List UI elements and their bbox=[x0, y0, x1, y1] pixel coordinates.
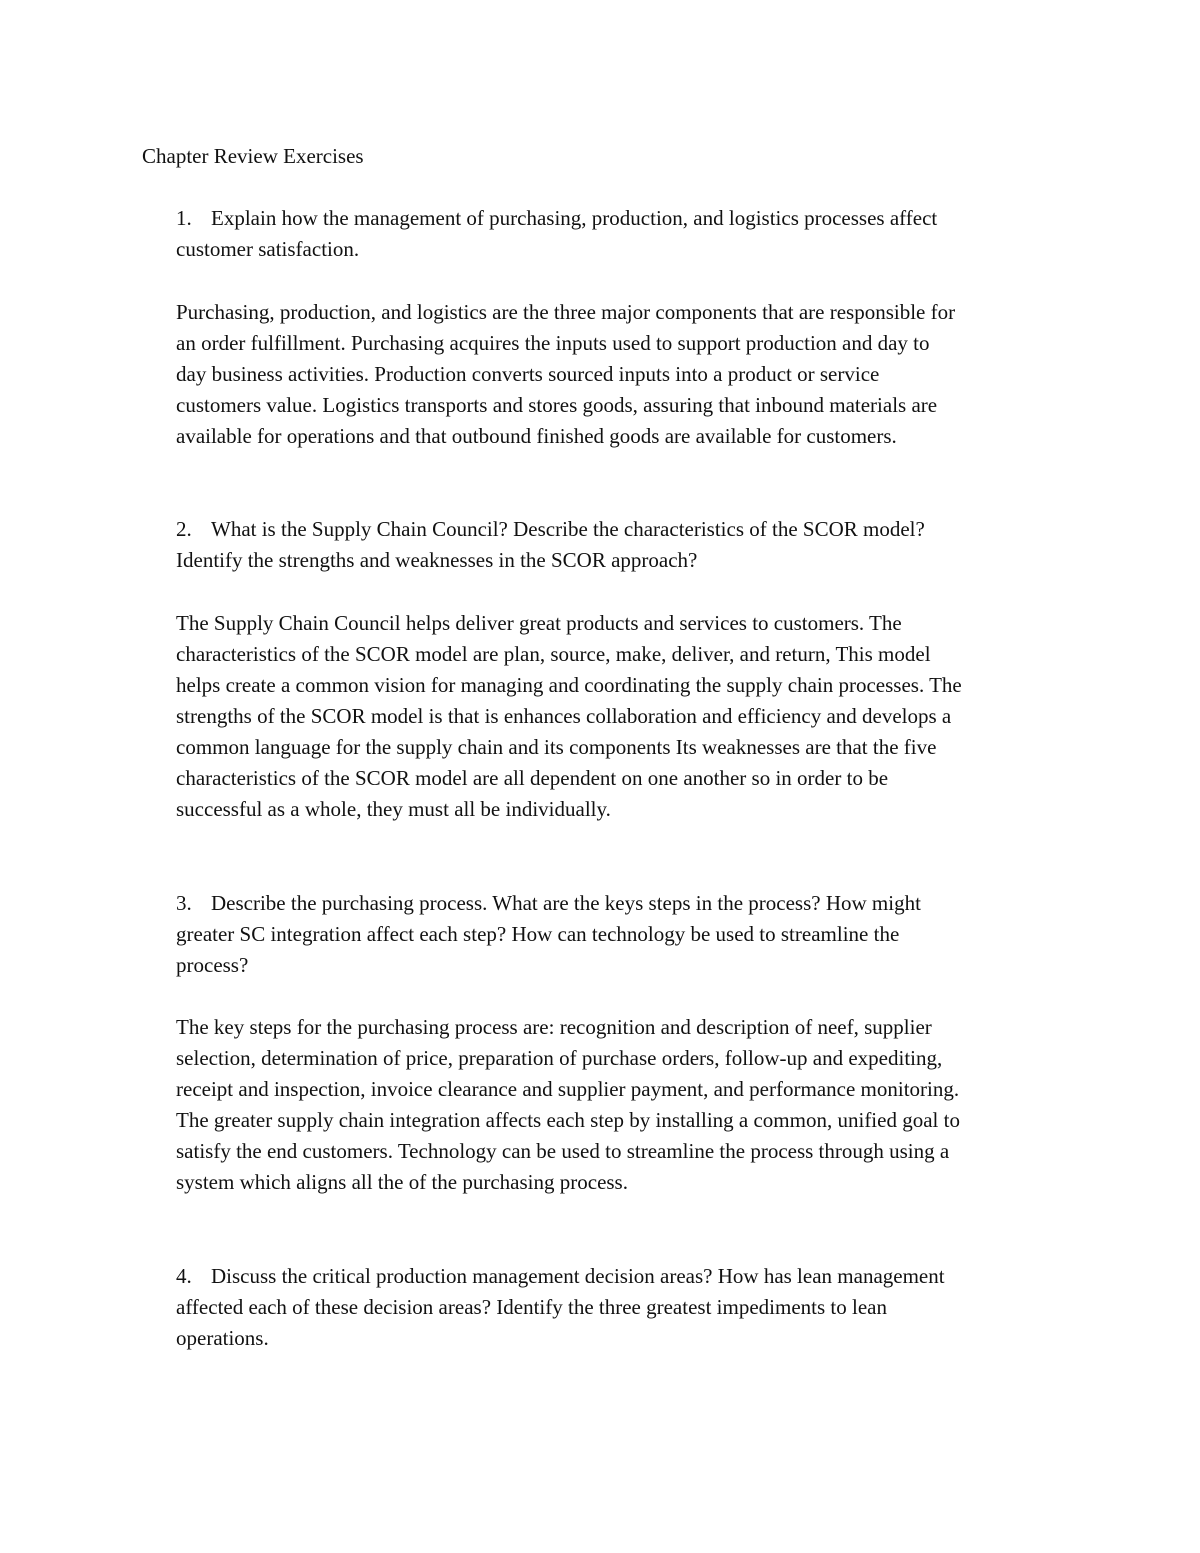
answer-1-line-2: an order fulfillment. Purchasing acquires the inputs used to support production and day to bbox=[176, 331, 930, 355]
question-1-number: 1. bbox=[176, 206, 192, 230]
page-title: Chapter Review Exercises bbox=[142, 144, 364, 168]
question-2-number: 2. bbox=[176, 517, 192, 541]
question-4 bbox=[176, 1261, 1076, 1354]
question-2-line-1 bbox=[176, 514, 1076, 545]
answer-3-line-5: satisfy the end customers. Technology can be used to streamline the process through using a bbox=[176, 1139, 950, 1163]
question-1 bbox=[176, 203, 1076, 265]
answer-2-line-2: characteristics of the SCOR model are plan, source, make, deliver, and return, This model bbox=[176, 642, 931, 666]
answer-1-line-1: Purchasing, production, and logistics are the three major components that are responsible for bbox=[176, 300, 956, 324]
answer-3-line-2: selection, determination of price, preparation of purchase orders, follow-up and expediting, bbox=[176, 1046, 943, 1070]
question-1-line-1 bbox=[176, 203, 1076, 234]
question-3 bbox=[176, 888, 1076, 981]
answer-1-line-4: customers value. Logistics transports and stores goods, assuring that inbound materials are bbox=[176, 393, 938, 417]
question-4-text-line-1: Discuss the critical production management decision areas? How has lean management bbox=[211, 1264, 945, 1288]
question-3-line-1 bbox=[176, 888, 1076, 919]
question-4-text-line-3: operations. bbox=[176, 1326, 269, 1350]
question-3-text-line-2: greater SC integration affect each step? How can technology be used to streamline the bbox=[176, 922, 900, 946]
question-1-text-line-2: customer satisfaction. bbox=[176, 237, 360, 261]
answer-1-line-3: day business activities. Production converts sourced inputs into a product or service bbox=[176, 362, 880, 386]
question-3-number: 3. bbox=[176, 891, 192, 915]
answer-2 bbox=[176, 608, 1076, 825]
question-2-text-line-2: Identify the strengths and weaknesses in the SCOR approach? bbox=[176, 548, 698, 572]
answer-2-line-5: common language for the supply chain and its components Its weaknesses are that the five bbox=[176, 735, 937, 759]
answer-1 bbox=[176, 297, 1076, 452]
answer-3-line-6: system which aligns all the of the purchasing process. bbox=[176, 1170, 628, 1194]
answer-3-line-3: receipt and inspection, invoice clearance and supplier payment, and performance monitoring. bbox=[176, 1077, 960, 1101]
answer-2-line-3: helps create a common vision for managing and coordinating the supply chain processes. The bbox=[176, 673, 962, 697]
question-2-text-line-1: What is the Supply Chain Council? Describe the characteristics of the SCOR model? bbox=[211, 517, 925, 541]
answer-2-line-1: The Supply Chain Council helps deliver great products and services to customers. The bbox=[176, 611, 902, 635]
answer-2-line-6: characteristics of the SCOR model are all dependent on one another so in order to be bbox=[176, 766, 889, 790]
question-3-text-line-3: process? bbox=[176, 953, 249, 977]
answer-3-line-4: The greater supply chain integration affects each step by installing a common, unified goal to bbox=[176, 1108, 960, 1132]
answer-3-line-1: The key steps for the purchasing process are: recognition and description of neef, supplier bbox=[176, 1015, 932, 1039]
answer-2-line-4: strengths of the SCOR model is that is enhances collaboration and efficiency and develops a bbox=[176, 704, 952, 728]
answer-2-line-7: successful as a whole, they must all be individually. bbox=[176, 797, 611, 821]
question-3-text-line-1: Describe the purchasing process. What are the keys steps in the process? How might bbox=[211, 891, 921, 915]
question-4-line-1 bbox=[176, 1261, 1076, 1292]
question-2 bbox=[176, 514, 1076, 576]
question-4-text-line-2: affected each of these decision areas? Identify the three greatest impediments to lean bbox=[176, 1295, 887, 1319]
question-4-number: 4. bbox=[176, 1264, 192, 1288]
answer-3 bbox=[176, 1012, 1076, 1198]
question-1-text-line-1: Explain how the management of purchasing, production, and logistics processes affect bbox=[211, 206, 938, 230]
answer-1-line-5: available for operations and that outbound finished goods are available for customers. bbox=[176, 424, 897, 448]
